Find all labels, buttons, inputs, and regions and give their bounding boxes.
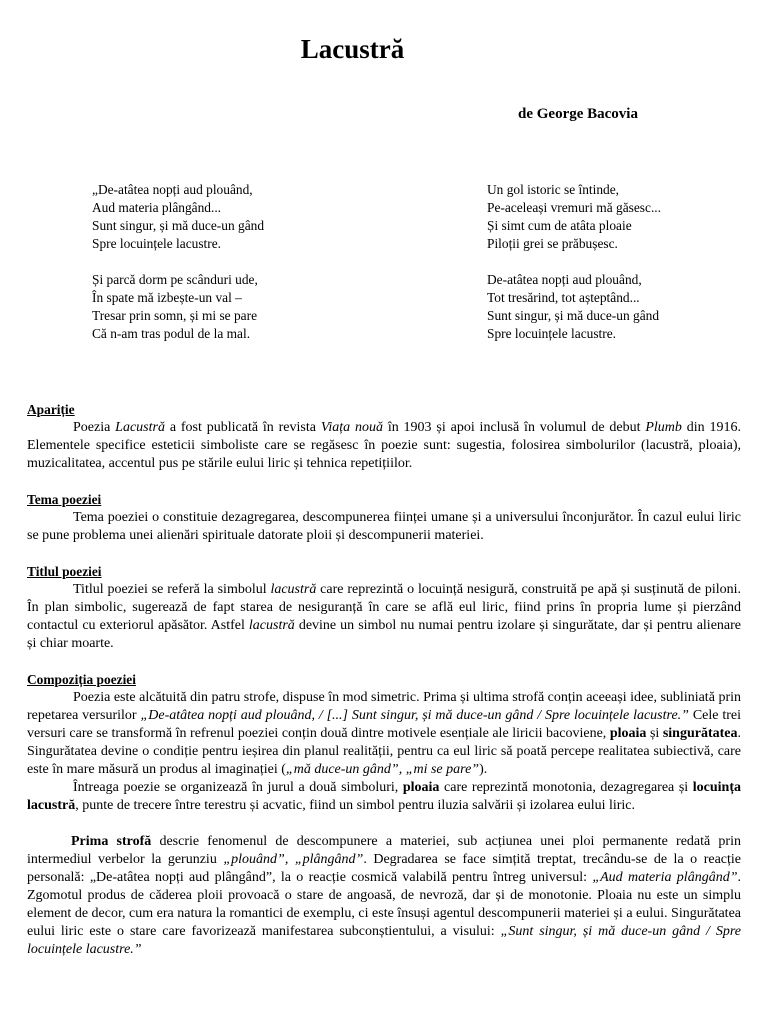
poem-column-left	[92, 181, 264, 361]
section-aparitie	[27, 401, 741, 473]
section-heading: Compoziția poeziei	[27, 672, 136, 687]
poem-stanza	[92, 271, 264, 343]
poem-verse: Sunt singur, și mă duce-un gând	[487, 308, 660, 323]
essay-body	[27, 401, 741, 977]
section-tema	[27, 491, 741, 545]
poem-verse: Că n-am tras podul de la mal.	[92, 326, 251, 341]
section-paragraph: Întreaga poezie se organizează în jurul a două simboluri, ploaia care reprezintă monotonia, dezagregarea și locuința lacustră, punte de trecere între terestru și acvatic, fiind un simbol pentru iluzia salvării și izolarea eului liric.	[27, 780, 742, 813]
poem-verse: De-atâtea nopți aud plouând,	[487, 272, 642, 287]
section-paragraph: Tema poeziei o constituie dezagregarea, descompunerea ființei umane și a universului înconjurător. În cazul eului liric se pune problema unei alienări spirituale datorate ploii și descompunerii materiei.	[27, 510, 741, 543]
poem-verse: „De-atâtea nopți aud plouând,	[92, 182, 253, 197]
section-prima-strofa	[27, 833, 741, 959]
section-paragraph: Prima strofă descrie fenomenul de descompunere a materiei, sub acțiunea unei ploi permanente redată prin intermediul verbelor la gerunziu „plouând”, „plângând”. Degradarea se face simțită treptat, trecându-se de la o reacție personală: „De-atâtea nopți aud plângând”, la o reacție cosmică valabilă pentru întreg universul: „Aud materia plângând”. Zgomotul produs de căderea ploii provoacă o stare de angoasă, de nevroză, dar și de monotonie. Ploaia nu este un simplu element de decor, cum era natura la romantici de exemplu, ci este însuși agentul descompunerii materiei și a eului. Singurătatea eului liric este o stare care favorizează manifestarea subconștientului, a visului: „Sunt singur, și mă duce-un gând / Spre locuințele lacustre.”	[27, 834, 741, 957]
poem-verse: Piloții grei se prăbușesc.	[487, 236, 618, 251]
poem-verse: Tot tresărind, tot așteptând...	[487, 290, 640, 305]
section-paragraph: Titlul poeziei se referă la simbolul lacustră care reprezintă o locuință nesigură, construită pe apă și susținută de piloni. În plan simbolic, sugerează de fapt starea de nesiguranță în care se află eul liric, fiind prins în propria lume și pierzând contactul cu exteriorul apăsător. Astfel lacustră devine un simbol nu numai pentru izolare și singurătate, dar și pentru alienare și chiar moarte.	[27, 582, 741, 651]
poem-verse: Sunt singur, și mă duce-un gând	[92, 218, 265, 233]
poem-verse: Un gol istoric se întinde,	[487, 182, 620, 197]
poem-verse: În spate mă izbește-un val –	[92, 290, 242, 305]
section-heading: Tema poeziei	[27, 492, 102, 507]
poem-verse: Spre locuințele lacustre.	[487, 326, 617, 341]
section-heading: Titlul poeziei	[27, 564, 102, 579]
poem-column-right	[487, 181, 661, 361]
poem-verse: Și simt cum de atâta ploaie	[487, 218, 632, 233]
poem-verse: Spre locuințele lacustre.	[92, 236, 222, 251]
section-paragraph: Poezia este alcătuită din patru strofe, dispuse în mod simetric. Prima și ultima strofă conțin aceeași idee, subliniată prin repetarea versurilor „De-atâtea nopți aud plouând, / [...] Sunt singur, și mă duce-un gând / Spre locuințele lacustre.” Cele trei versuri care se transformă în refrenul poeziei conțin două dintre motivele esențiale ale liricii bacoviene, ploaia și singurătatea. Singurătatea devine o condiție pentru ieșirea din planul realității, pentru ca eul liric să poată percepe realitatea subiectivă, care este în mare măsură un produs al imaginației („mă duce-un gând”, „mi se pare”).	[27, 690, 742, 777]
poem-stanza	[487, 271, 661, 343]
document-title: Lacustră	[300, 34, 405, 64]
poem-verse: Și parcă dorm pe scânduri ude,	[92, 272, 258, 287]
document-author: de George Bacovia	[518, 106, 638, 122]
poem-verse: Pe-aceleași vremuri mă găsesc...	[487, 200, 661, 215]
section-paragraph: Poezia Lacustră a fost publicată în revista Viața nouă în 1903 și apoi inclusă în volumul de debut Plumb din 1916. Elementele specifice esteticii simboliste care se regăsesc în poezie sunt: sugestia, folosirea simbolurilor (lacustră, ploaia), muzicalitatea, accentul pus pe stările eului liric și tehnica repetițiilor.	[27, 420, 741, 471]
poem-verse: Aud materia plângând...	[92, 200, 222, 215]
section-compozitia	[27, 671, 741, 815]
section-heading: Apariție	[27, 402, 75, 417]
section-titlul	[27, 563, 741, 653]
poem-stanza	[92, 181, 264, 253]
poem-verse: Tresar prin somn, și mi se pare	[92, 308, 258, 323]
poem-stanza	[487, 181, 661, 253]
